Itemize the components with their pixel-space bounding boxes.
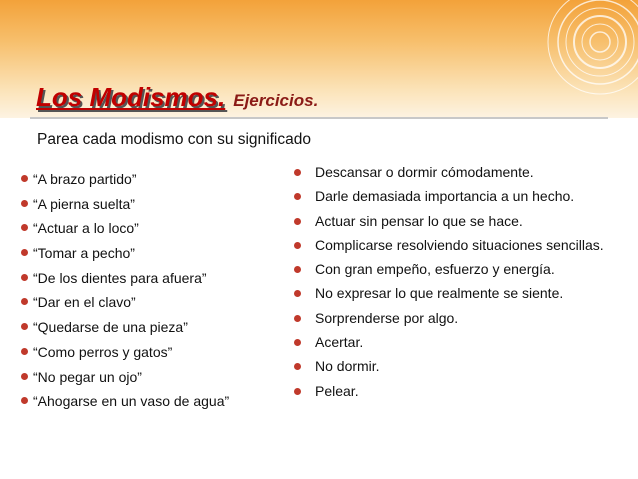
meaning-item: Complicarse resolviendo situaciones sencillas.: [291, 236, 621, 255]
idiom-item: “Como perros y gatos”: [21, 343, 229, 368]
meaning-item: Descansar o dormir cómodamente.: [291, 163, 621, 182]
bullet-icon: [294, 266, 301, 273]
bullet-icon: [21, 224, 28, 231]
meaning-item: Pelear.: [291, 382, 621, 401]
idiom-item: “A brazo partido”: [21, 170, 229, 195]
idiom-item: “Dar en el clavo”: [21, 293, 229, 318]
bullet-icon: [294, 363, 301, 370]
bullet-icon: [21, 298, 28, 305]
meaning-item: Con gran empeño, esfuerzo y energía.: [291, 260, 621, 279]
meaning-list: [291, 163, 621, 406]
idiom-item: “Ahogarse en un vaso de agua”: [21, 392, 229, 417]
bullet-icon: [294, 388, 301, 395]
bullet-icon: [21, 274, 28, 281]
bullet-icon: [21, 373, 28, 380]
bullet-icon: [294, 169, 301, 176]
bullet-icon: [294, 315, 301, 322]
bullet-icon: [21, 200, 28, 207]
slide-subtitle: Ejercicios.: [233, 91, 319, 110]
bullet-icon: [294, 193, 301, 200]
divider: [30, 117, 608, 119]
idiom-item: “Quedarse de una pieza”: [21, 318, 229, 343]
idiom-item: “De los dientes para afuera”: [21, 269, 229, 294]
instruction-text: Parea cada modismo con su significado: [37, 131, 311, 148]
meaning-item: Darle demasiada importancia a un hecho.: [291, 187, 621, 206]
decorative-swirl-icon: [508, 0, 638, 118]
idiom-item: “A pierna suelta”: [21, 195, 229, 220]
bullet-icon: [294, 218, 301, 225]
meaning-item: Acertar.: [291, 333, 621, 352]
idiom-item: “Actuar a lo loco”: [21, 219, 229, 244]
title-row: [36, 82, 318, 113]
idiom-item: “Tomar a pecho”: [21, 244, 229, 269]
slide-title: Los Modismos.: [36, 82, 226, 112]
meaning-item: No dormir.: [291, 357, 621, 376]
bullet-icon: [294, 290, 301, 297]
bullet-icon: [21, 249, 28, 256]
bullet-icon: [21, 397, 28, 404]
bullet-icon: [21, 323, 28, 330]
idiom-list: [21, 170, 229, 417]
bullet-icon: [294, 242, 301, 249]
bullet-icon: [294, 339, 301, 346]
meaning-item: Sorprenderse por algo.: [291, 309, 621, 328]
meaning-item: No expresar lo que realmente se siente.: [291, 284, 621, 303]
bullet-icon: [21, 175, 28, 182]
bullet-icon: [21, 348, 28, 355]
meaning-item: Actuar sin pensar lo que se hace.: [291, 212, 621, 231]
idiom-item: “No pegar un ojo”: [21, 368, 229, 393]
